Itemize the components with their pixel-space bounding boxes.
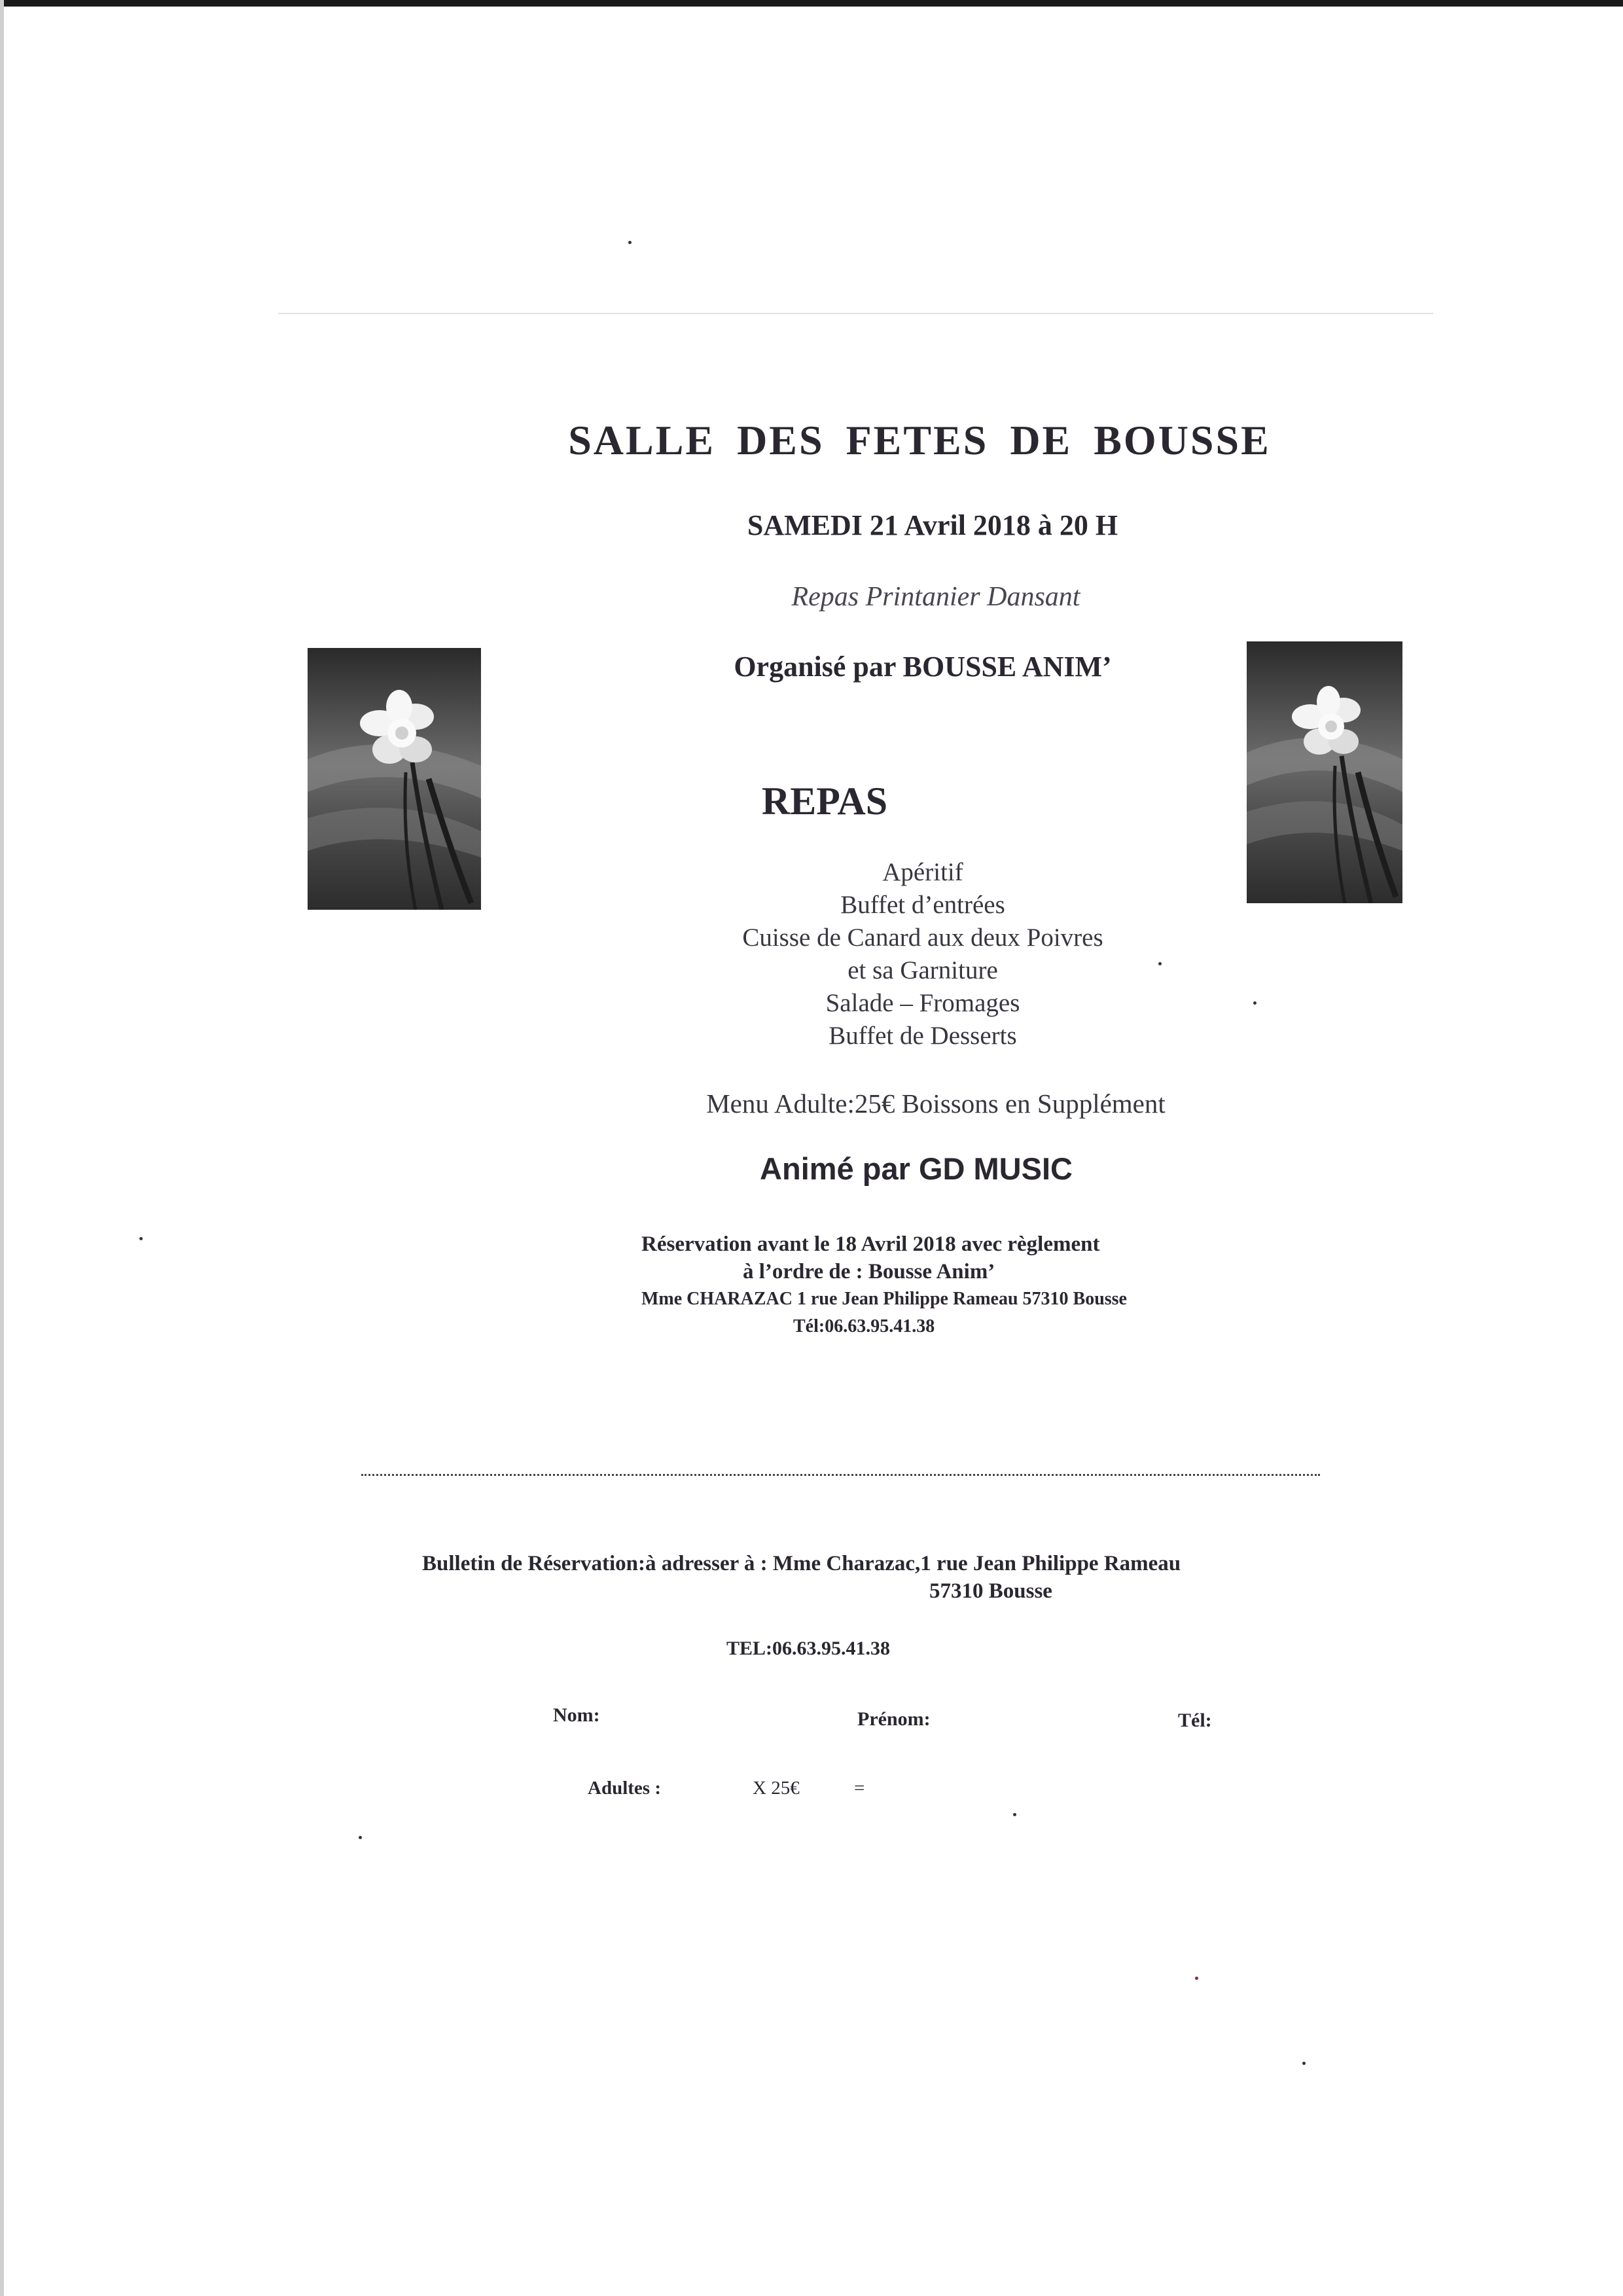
menu-item: Apéritif (882, 858, 963, 886)
scan-speck (359, 1836, 362, 1839)
reservation-phone: Tél:06.63.95.41.38 (793, 1316, 935, 1336)
bulletin-phone: TEL:06.63.95.41.38 (726, 1638, 891, 1659)
adultes-field-label: Adultes : (588, 1778, 661, 1799)
menu-item: Salade – Fromages (825, 989, 1020, 1017)
scan-speck (628, 241, 632, 244)
menu-item: Cuisse de Canard aux deux Poivres (742, 924, 1103, 952)
menu-price: Menu Adulte:25€ Boissons en Supplément (706, 1088, 1166, 1119)
menu-heading: REPAS (761, 780, 888, 823)
scan-left-edge (0, 0, 4, 2296)
nom-field-label: Nom: (553, 1704, 600, 1726)
event-subtitle: Repas Printanier Dansant (791, 582, 1080, 612)
menu-item: et sa Garniture (847, 956, 998, 984)
event-organizer: Organisé par BOUSSE ANIM’ (734, 651, 1112, 683)
prenom-field-label: Prénom: (857, 1708, 931, 1730)
menu-list (0, 856, 1623, 1052)
bulletin-header (422, 1550, 1181, 1605)
reservation-address: Mme CHARAZAC 1 rue Jean Philippe Rameau 57310 Bousse (641, 1289, 1127, 1309)
menu-item: Buffet de Desserts (829, 1022, 1017, 1050)
reservation-deadline: Réservation avant le 18 Avril 2018 avec règlement (641, 1232, 1100, 1256)
equals-sign: = (854, 1778, 865, 1799)
scan-speck (1195, 1977, 1198, 1980)
event-date: SAMEDI 21 Avril 2018 à 20 H (747, 509, 1118, 541)
scan-speck (1013, 1813, 1016, 1816)
cut-line (361, 1474, 1320, 1476)
tel-field-label: Tél: (1178, 1710, 1212, 1731)
scan-speck (1253, 1001, 1257, 1005)
bulletin-address: Bulletin de Réservation:à adresser à : Mme Charazac,1 rue Jean Philippe Rameau (422, 1552, 1181, 1575)
reservation-payee: à l’ordre de : Bousse Anim’ (743, 1260, 995, 1283)
scan-speck (1158, 962, 1162, 965)
bulletin-city: 57310 Bousse (929, 1579, 1052, 1603)
event-title: SALLE DES FETES DE BOUSSE (568, 417, 1271, 463)
scan-speck (1302, 2062, 1306, 2065)
reservation-info (641, 1230, 1127, 1340)
top-rule (278, 313, 1433, 314)
scan-speck (139, 1237, 143, 1240)
price-multiplier: X 25€ (753, 1778, 800, 1799)
animation-credit: Animé par GD MUSIC (760, 1151, 1073, 1186)
scan-top-edge (0, 0, 1623, 7)
menu-item: Buffet d’entrées (840, 891, 1005, 919)
